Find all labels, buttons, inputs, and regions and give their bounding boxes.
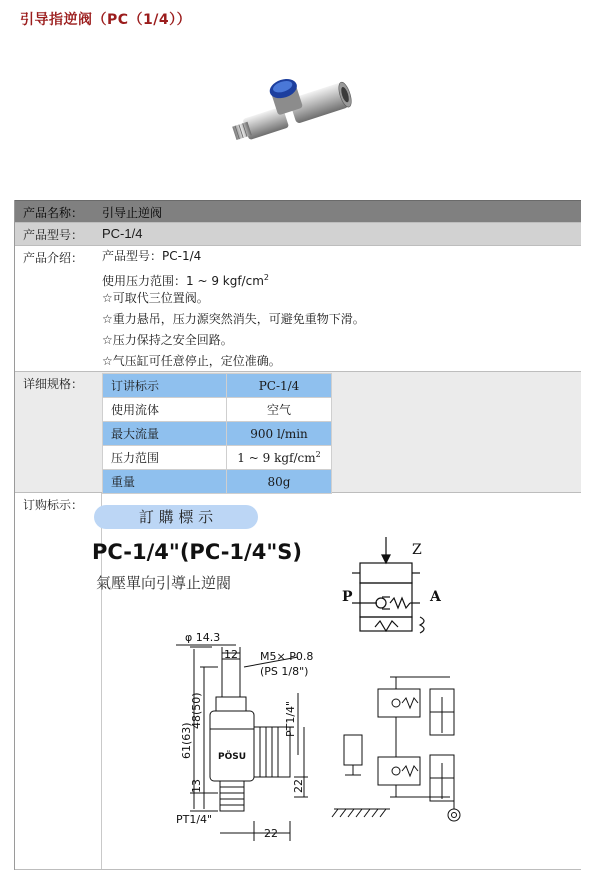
- dim-phi: φ 14.3: [185, 631, 221, 644]
- order-label: 订购标示：: [23, 498, 84, 512]
- detail-value-pressure: [227, 446, 332, 470]
- row-product-intro: [15, 246, 581, 372]
- intro-pressure-sup: 2: [263, 273, 269, 282]
- intro-line: 产品型号：PC-1/4: [102, 249, 202, 263]
- intro-line: ☆可取代三位置阀。: [102, 291, 209, 305]
- intro-line: ☆气压缸可任意停止，定位准确。: [102, 354, 281, 368]
- row-product-model: [15, 223, 581, 246]
- intro-line-pressure: [102, 267, 581, 288]
- dim-22-vertical: 22: [292, 779, 305, 793]
- dim-12: 12: [224, 648, 238, 661]
- detail-row: [103, 422, 332, 446]
- detail-body: [101, 372, 581, 492]
- name-value: 引导止逆阀: [102, 206, 163, 220]
- dim-pt-side: PT1/4": [284, 700, 297, 737]
- dim-22-horizontal: 22: [264, 827, 278, 840]
- detail-value: PC-1/4: [227, 374, 332, 398]
- intro-pressure-text: 使用压力范围：1 ~ 9 kgf/cm: [102, 274, 264, 288]
- detail-key: 使用流体: [103, 398, 227, 422]
- row-detail-specs: [15, 372, 581, 493]
- model-label: 产品型号：: [23, 228, 84, 242]
- intro-body: [101, 246, 581, 371]
- dim-m5: M5× P0.8: [260, 650, 314, 663]
- detail-value: 80g: [227, 470, 332, 494]
- dim-48: 48(50): [190, 692, 203, 729]
- drawing-subtitle: 氣壓單向引導止逆閥: [96, 574, 232, 592]
- dim-61: 61(63): [180, 722, 193, 759]
- symbol-p: P: [342, 589, 353, 605]
- detail-key: 最大流量: [103, 422, 227, 446]
- order-drawing-area: [90, 497, 580, 874]
- row-product-name: [15, 200, 581, 223]
- intro-line: ☆重力悬吊，压力源突然消失，可避免重物下滑。: [102, 312, 365, 326]
- detail-key: 重量: [103, 470, 227, 494]
- symbol-z: Z: [412, 542, 422, 558]
- detail-row: [103, 398, 332, 422]
- detail-value: 空气: [227, 398, 332, 422]
- detail-row: [103, 374, 332, 398]
- circuit-diagram: [332, 677, 460, 821]
- technical-drawing: [90, 497, 580, 874]
- banner-text: 訂 購 標 示: [138, 508, 214, 526]
- symbol-a: A: [430, 589, 441, 605]
- detail-value: 900 l/min: [227, 422, 332, 446]
- detail-table: [102, 373, 332, 494]
- dim-pt-bottom: PT1/4": [176, 813, 213, 826]
- detail-key: 订讲标示: [103, 374, 227, 398]
- pressure-sup: 2: [315, 450, 321, 459]
- intro-line: ☆压力保持之安全回路。: [102, 333, 233, 347]
- name-label: 产品名称：: [23, 206, 84, 220]
- brand-mark: PÖSU: [218, 752, 247, 762]
- detail-label: 详细规格：: [23, 377, 84, 391]
- drawing-model: PC-1/4"(PC-1/4"S): [92, 540, 302, 564]
- detail-row: [103, 446, 332, 470]
- product-photo: [232, 72, 357, 152]
- detail-key: 压力范围: [103, 446, 227, 470]
- intro-label: 产品介绍：: [23, 251, 84, 265]
- dim-ps: (PS 1/8"): [260, 665, 309, 678]
- pressure-text: 1 ~ 9 kgf/cm: [237, 451, 316, 465]
- detail-row: [103, 470, 332, 494]
- page-title: 引导指逆阀（PC（1/4））: [20, 12, 192, 28]
- model-value: PC-1/4: [102, 226, 143, 241]
- dim-13: 13: [190, 779, 203, 793]
